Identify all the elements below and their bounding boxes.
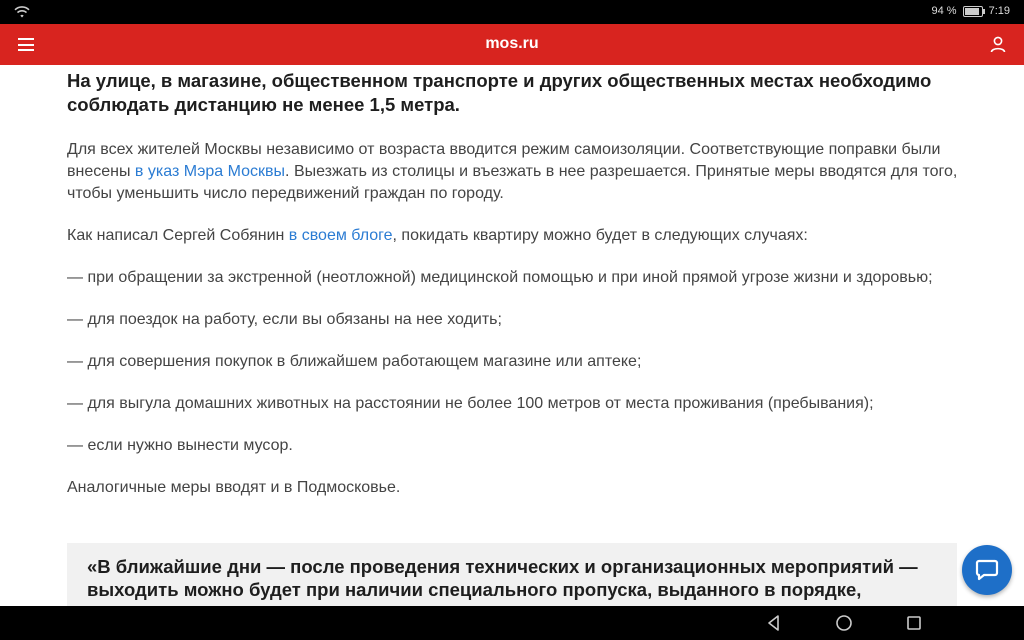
list-item: — при обращении за экстренной (неотложной) медицинской помощью и при иной прямой угрозе жизни и здоровью; <box>67 269 933 286</box>
battery-percent: 94 % <box>931 5 957 17</box>
app-header <box>0 24 1024 65</box>
user-icon[interactable] <box>990 36 1006 53</box>
paragraph-text: Для всех жителей Москвы независимо от возраста вводится режим самоизоляции. Соответствующие поправки были внесены <box>67 141 941 180</box>
wifi-icon <box>14 5 30 19</box>
list-item: — если нужно вынести мусор. <box>67 437 293 454</box>
paragraph-text: , покидать квартиру можно будет в следующих случаях: <box>392 227 808 244</box>
recents-icon[interactable] <box>905 614 923 632</box>
back-icon[interactable] <box>765 614 783 632</box>
list-item: — для выгула домашних животных на расстоянии не более 100 метров от места проживания (пребывания); <box>67 395 874 412</box>
battery-icon <box>963 6 983 17</box>
list-item: — для поездок на работу, если вы обязаны на нее ходить; <box>67 311 502 328</box>
chat-button[interactable] <box>962 545 1012 595</box>
paragraph-blog <box>67 225 967 247</box>
article-lead: На улице, в магазине, общественном транспорте и других общественных местах необходимо соблюдать дистанцию не менее 1,5 метра. <box>67 70 932 115</box>
paragraph-text: . Выезжать из столицы и въезжать в нее разрешается. Принятые меры вводятся для того, чтобы уменьшить число передвижений граждан по городу. <box>67 163 958 202</box>
paragraph-moscow-region: Аналогичные меры вводят и в Подмосковье. <box>67 479 401 496</box>
blog-link[interactable]: в своем блоге <box>288 227 393 244</box>
paragraph-self-isolation <box>67 139 967 205</box>
quote-block <box>67 543 957 613</box>
chat-icon <box>975 558 999 582</box>
system-nav-bar <box>0 606 1024 640</box>
site-title[interactable]: mos.ru <box>485 35 539 52</box>
quote-text: «В ближайшие дни — после проведения технических и организационных мероприятий — выходить можно будет при наличии специального пропуска, выданного в порядке, <box>87 556 918 600</box>
home-icon[interactable] <box>835 614 853 632</box>
status-bar <box>0 0 1024 24</box>
mayor-decree-link[interactable]: в указ Мэра Москвы <box>134 163 286 180</box>
paragraph-text: Как написал Сергей Собянин <box>67 227 289 244</box>
clock: 7:19 <box>988 5 1010 17</box>
list-item: — для совершения покупок в ближайшем работающем магазине или аптеке; <box>67 353 642 370</box>
article-body <box>67 65 967 519</box>
